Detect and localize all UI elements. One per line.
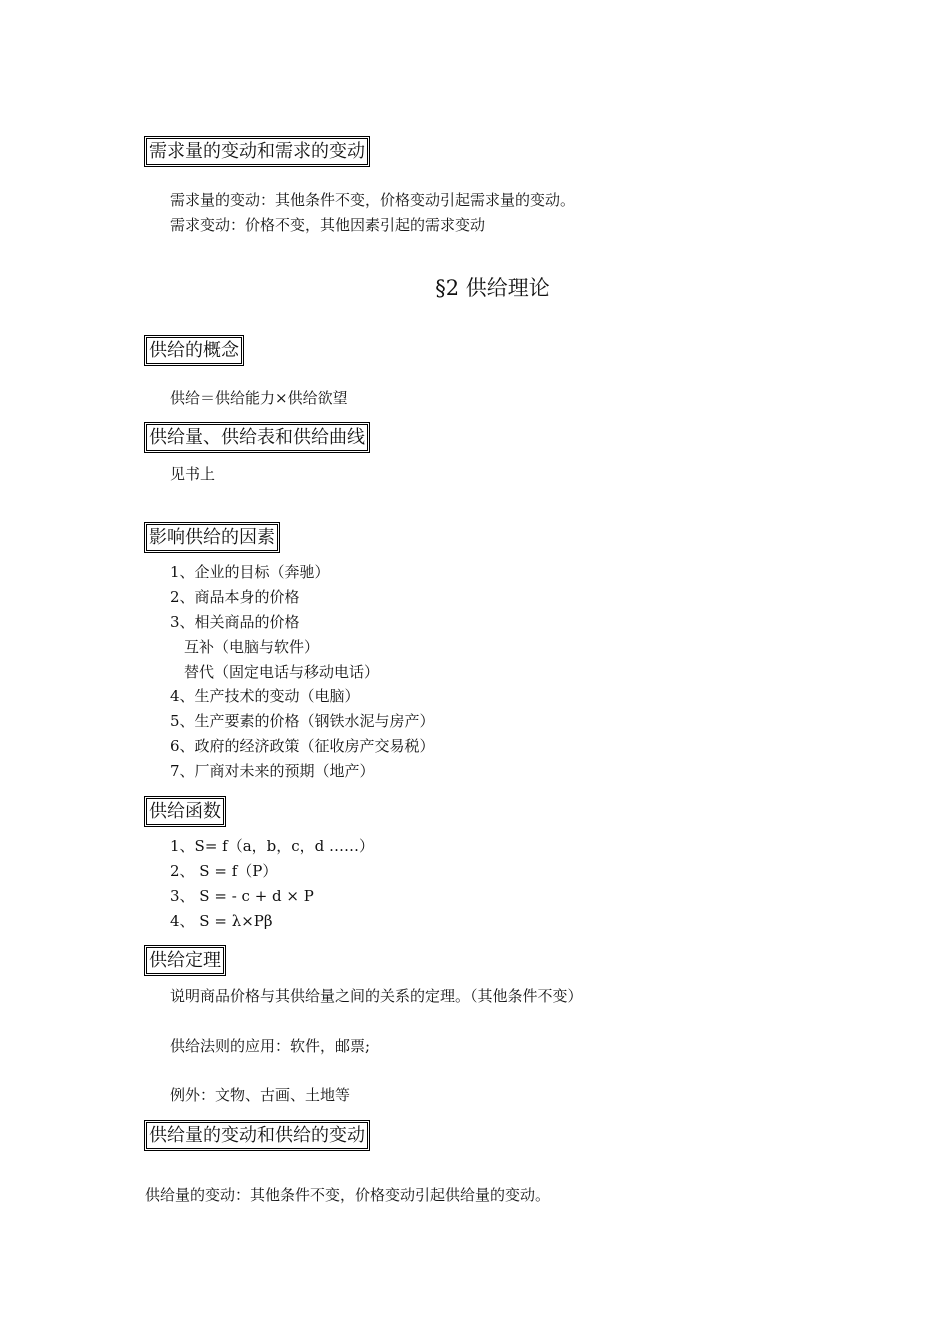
- formula-line: 3、 S = - c + d × P: [170, 887, 314, 905]
- heading-supply-schedule: 供给量、供给表和供给曲线: [144, 422, 370, 453]
- heading-supply-factors: 影响供给的因素: [144, 522, 280, 553]
- heading-supply-law: 供给定理: [144, 945, 226, 976]
- text-line: 见书上: [170, 465, 216, 483]
- list-item: 1、企业的目标（奔驰）: [170, 563, 330, 581]
- list-item: 互补（电脑与软件）: [184, 638, 320, 656]
- text-line: 供给量的变动：其他条件不变，价格变动引起供给量的变动。: [145, 1186, 551, 1204]
- list-item: 替代（固定电话与移动电话）: [184, 663, 380, 681]
- formula-line: 1、S= f（a，b，c，d ……）: [170, 837, 375, 855]
- heading-supply-change: 供给量的变动和供给的变动: [144, 1120, 370, 1151]
- heading-demand-change: 需求量的变动和需求的变动: [144, 136, 370, 167]
- heading-supply-concept: 供给的概念: [144, 335, 244, 366]
- text-line: 说明商品价格与其供给量之间的关系的定理。（其他条件不变）: [170, 987, 583, 1005]
- list-item: 2、商品本身的价格: [170, 588, 300, 606]
- list-item: 6、政府的经济政策（征收房产交易税）: [170, 737, 435, 755]
- text-line: 需求量的变动：其他条件不变，价格变动引起需求量的变动。: [170, 191, 576, 209]
- list-item: 4、生产技术的变动（电脑）: [170, 687, 360, 705]
- text-line: 例外：文物、古画、土地等: [170, 1086, 351, 1104]
- list-item: 5、生产要素的价格（钢铁水泥与房产）: [170, 712, 435, 730]
- formula-line: 4、 S = λ×Pβ: [170, 912, 273, 930]
- text-line: 需求变动：价格不变，其他因素引起的需求变动: [170, 216, 486, 234]
- heading-supply-function: 供给函数: [144, 796, 226, 827]
- formula-line: 2、 S = f（P）: [170, 862, 278, 880]
- text-line: 供给＝供给能力×供给欲望: [170, 389, 348, 407]
- chapter-title: §2 供给理论: [435, 276, 550, 300]
- list-item: 3、相关商品的价格: [170, 613, 300, 631]
- list-item: 7、厂商对未来的预期（地产）: [170, 762, 375, 780]
- text-line: 供给法则的应用：软件，邮票;: [170, 1037, 371, 1055]
